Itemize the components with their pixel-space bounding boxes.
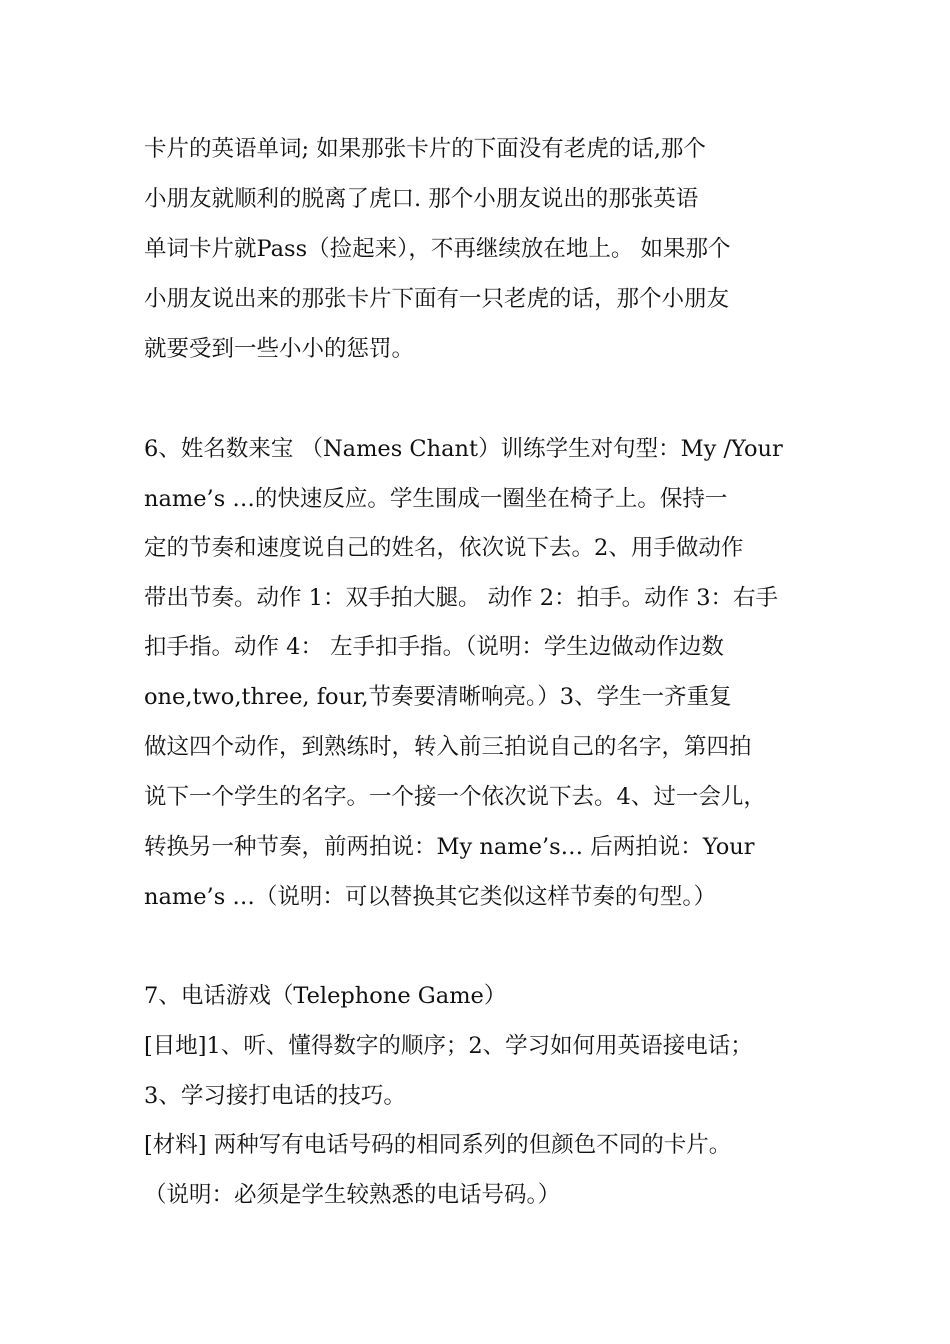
text-line: name’s …的快速反应。学生围成一圈坐在椅子上。保持一 <box>144 486 728 512</box>
text-line: 带出节奏。动作 1：双手拍大腿。 动作 2：拍手。动作 3：右手 <box>144 585 779 611</box>
text-line: 卡片的英语单词; 如果那张卡片的下面没有老虎的话,那个 <box>144 136 706 162</box>
text-line: 扣手指。动作 4： 左手扣手指。（说明：学生边做动作边数 <box>144 634 724 660</box>
text-line: 定的节奏和速度说自己的姓名，依次说下去。2、用手做动作 <box>144 535 744 561</box>
text-line: 6、姓名数来宝 （Names Chant）训练学生对句型：My /Your <box>144 436 783 462</box>
text-line: 说下一个学生的名字。一个接一个依次说下去。4、过一会儿， <box>144 784 766 810</box>
text-line: one,two,three, four,节奏要清晰响亮。）3、学生一齐重复 <box>144 684 732 710</box>
text-line: （说明：必须是学生较熟悉的电话号码。） <box>144 1182 561 1208</box>
text-line: 单词卡片就Pass（捡起来），不再继续放在地上。 如果那个 <box>144 236 731 262</box>
text-line: [材料] 两种写有电话号码的相同系列的但颜色不同的卡片。 <box>144 1132 732 1158</box>
text-line: 做这四个动作，到熟练时，转入前三拍说自己的名字，第四拍 <box>144 734 752 760</box>
text-line: 小朋友就顺利的脱离了虎口. 那个小朋友说出的那张英语 <box>144 186 699 212</box>
text-line: 3、学习接打电话的技巧。 <box>144 1083 406 1109</box>
section-heading: 7、电话游戏（Telephone Game） <box>144 983 507 1009</box>
text-line: 就要受到一些小小的惩罚。 <box>144 336 415 362</box>
text-line: name’s …（说明：可以替换其它类似这样节奏的句型。） <box>144 884 717 910</box>
text-line: 转换另一种节奏，前两拍说：My name’s… 后两拍说：Your <box>144 834 755 860</box>
text-line: 小朋友说出来的那张卡片下面有一只老虎的话，那个小朋友 <box>144 286 730 312</box>
text-line: [目地]1、听、懂得数字的顺序；2、学习如何用英语接电话； <box>144 1033 753 1059</box>
